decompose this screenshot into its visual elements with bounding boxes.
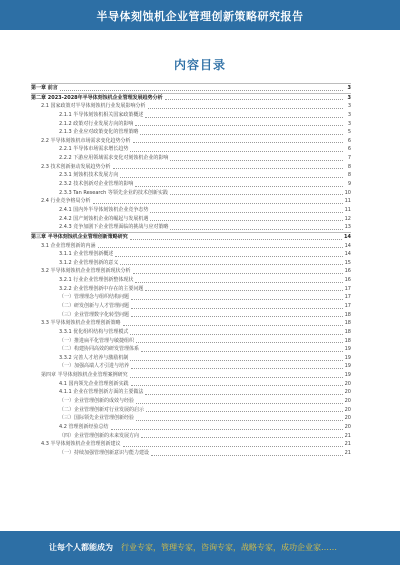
toc-entry-page: 18 <box>344 328 351 335</box>
toc-leader-dots <box>150 212 342 213</box>
toc-entry-page: 14 <box>344 233 351 240</box>
toc-entry-page: 19 <box>344 363 351 370</box>
toc-leader-dots <box>123 325 343 326</box>
toc-leader-dots <box>60 90 343 91</box>
toc-entry-page: 20 <box>344 389 351 396</box>
toc-leader-dots <box>170 229 342 230</box>
toc-entry-title: 2.1 国家政策对半导体刻蚀机行业发展影响分析 <box>41 103 146 110</box>
toc-entry-title: 4.2 管理创新经验总结 <box>59 423 109 430</box>
toc-entry[interactable] <box>31 180 351 189</box>
toc-entry-title: 3.3.2 完善人才培养与激励机制 <box>59 354 129 361</box>
toc-entry[interactable] <box>31 302 351 311</box>
toc-leader-dots <box>120 264 342 265</box>
toc-leader-dots <box>135 186 343 187</box>
toc-entry-page: 17 <box>344 303 351 309</box>
toc-entry-title: 2.4.1 国内外半导体刻蚀机企业竞争态势 <box>59 206 149 213</box>
toc-entry-title: 2.3.1 刻蚀机技术发展方向 <box>59 172 119 179</box>
toc-entry-page: 14 <box>344 251 351 258</box>
toc-entry-title: （一）推进扁平化管理与敏捷组织 <box>59 337 135 344</box>
toc-entry-page: 21 <box>344 432 351 439</box>
toc-entry-page: 17 <box>344 294 351 301</box>
toc-leader-dots <box>136 420 343 421</box>
toc-entry-title: 2.4.3 竞争加剧下企业管理面临的挑战与应对策略 <box>59 224 169 231</box>
toc-entry[interactable] <box>31 311 351 320</box>
toc-leader-dots <box>131 299 343 300</box>
toc-entry-title: （二）构建协同高效的研发管理体系 <box>59 346 140 353</box>
toc-leader-dots <box>136 403 343 404</box>
toc-entry[interactable] <box>31 388 351 397</box>
toc-entry[interactable] <box>31 102 351 111</box>
toc-entry-title: （三）企业管理数字化转型问题 <box>59 311 130 318</box>
toc-entry-page: 7 <box>347 155 351 162</box>
toc-leader-dots <box>113 168 343 169</box>
toc-entry[interactable] <box>31 259 351 268</box>
toc-entry-title: 2.1.1 半导体刻蚀机相关国家政策概述 <box>59 111 144 118</box>
toc-entry[interactable] <box>31 197 351 206</box>
toc-entry[interactable] <box>31 242 351 251</box>
toc-entry-title: （一）加强高端人才引进与培养 <box>59 363 130 370</box>
toc-leader-dots <box>130 239 342 240</box>
toc-leader-dots <box>131 308 343 309</box>
toc-entry-title: 2.1.3 企业应对政策变化的管理策略 <box>59 129 139 136</box>
toc-entry[interactable] <box>31 440 351 449</box>
toc-leader-dots <box>136 342 343 343</box>
toc-entry-title: （三）国际领先企业管理创新经验 <box>59 415 135 422</box>
toc-leader-dots <box>150 220 342 221</box>
toc-entry-title: （一）持续加强管理创新意识与能力建设 <box>59 449 150 456</box>
toc-entry-page: 9 <box>347 181 351 188</box>
toc-entry-page: 13 <box>344 224 351 231</box>
toc-leader-dots <box>146 411 343 412</box>
toc-leader-dots <box>131 385 343 386</box>
toc-leader-dots <box>141 351 343 352</box>
toc-entry[interactable] <box>31 93 351 103</box>
toc-entry[interactable] <box>31 354 351 363</box>
toc-entry[interactable] <box>31 414 351 423</box>
toc-entry-page: 18 <box>344 337 351 344</box>
toc-entry-page: 19 <box>344 354 351 361</box>
report-title: 半导体刻蚀机企业管理创新策略研究报告 <box>96 10 304 23</box>
toc-entry-page: 17 <box>344 285 351 292</box>
toc-entry[interactable] <box>31 432 351 441</box>
toc-entry-title: 2.1.2 政策对行业发展方向的影响 <box>59 120 134 127</box>
toc-entry-title: 2.3 技术创新驱动发展趋势分析 <box>41 163 111 170</box>
toc-entry-title: 2.2 半导体刻蚀机市场需求变化趋势分析 <box>41 137 131 144</box>
toc-leader-dots <box>135 125 343 126</box>
toc-entry[interactable] <box>31 276 351 285</box>
toc-entry-title: 第四章 半导体刻蚀机企业管理案例研究 <box>41 372 128 379</box>
toc-entry-page: 16 <box>344 268 351 275</box>
toc-entry-page: 11 <box>344 198 351 205</box>
toc-leader-dots <box>148 108 343 109</box>
toc-entry-page: 15 <box>344 259 351 266</box>
toc-leader-dots <box>131 368 343 369</box>
toc-entry-title: 3.2.2 企业管理创新中存在的主要问题 <box>59 285 144 292</box>
toc-entry-page: 8 <box>347 172 351 179</box>
toc-entry-title: 3.3 半导体刻蚀机企业管理创新策略 <box>41 320 121 327</box>
toc-entry[interactable] <box>31 328 351 337</box>
toc-leader-dots <box>130 334 342 335</box>
toc-entry[interactable] <box>31 449 351 458</box>
toc-leader-dots <box>165 99 343 100</box>
toc-leader-dots <box>140 134 343 135</box>
toc-leader-dots <box>130 151 343 152</box>
toc-entry-page: 3 <box>347 111 351 118</box>
toc-entry[interactable] <box>31 363 351 372</box>
toc-entry-title: 2.2.2 下游应用领域需求变化对刻蚀机企业的影响 <box>59 155 169 162</box>
toc-entry-title: 4.1 国内领先企业管理创新实践 <box>59 380 129 387</box>
toc-entry[interactable] <box>31 293 351 302</box>
toc-entry-page: 8 <box>347 163 351 170</box>
toc-entry-title: 4.3 半导体刻蚀机企业管理创新建议 <box>41 441 121 448</box>
toc-leader-dots <box>111 429 343 430</box>
toc-entry-title: （二）企业管理创新对行业发展的启示 <box>59 406 145 413</box>
toc-entry[interactable] <box>31 371 351 380</box>
toc-entry-page: 3 <box>347 120 351 127</box>
toc-leader-dots <box>170 194 343 195</box>
footer-slogan-right: 行业专家，管理专家，咨询专家，战略专家，成功企业家…… <box>121 543 337 552</box>
toc-entry[interactable] <box>31 189 351 198</box>
toc-entry-title: 3.1.2 企业管理创新的意义 <box>59 259 119 266</box>
toc-entry-page: 3 <box>347 94 351 101</box>
toc-entry[interactable] <box>31 250 351 259</box>
toc-entry[interactable] <box>31 171 351 180</box>
toc-leader-dots <box>130 377 343 378</box>
toc-leader-dots <box>115 256 342 257</box>
toc-entry-page: 18 <box>344 320 351 327</box>
toc-entry-page: 3 <box>347 84 351 91</box>
toc-entry-page: 21 <box>344 441 351 448</box>
toc-leader-dots <box>133 142 343 143</box>
toc-entry-title: 第一章 前言 <box>31 84 58 91</box>
toc-entry[interactable] <box>31 137 351 146</box>
toc-entry-page: 3 <box>347 103 351 110</box>
toc-entry-title: 3.3.1 优化组织结构与管理模式 <box>59 328 129 335</box>
toc-entry-title: （一）管理理念与组织结构问题 <box>59 294 130 301</box>
toc-entry-page: 20 <box>344 406 351 413</box>
toc-entry[interactable] <box>31 397 351 406</box>
toc-entry-page: 19 <box>344 372 351 379</box>
toc-entry[interactable] <box>31 111 351 120</box>
toc-leader-dots <box>130 360 342 361</box>
toc-entry-page: 20 <box>344 380 351 387</box>
toc-leader-dots <box>170 160 343 161</box>
toc-leader-dots <box>131 316 343 317</box>
toc-heading: 内容目录 <box>173 58 226 72</box>
toc-entry-page: 12 <box>344 215 351 222</box>
toc-entry[interactable] <box>31 380 351 389</box>
toc-entry-title: 4.1.1 企业在管理创新方面的主要做法 <box>59 389 144 396</box>
toc-entry-title: 3.1.1 企业管理创新概述 <box>59 251 114 258</box>
toc-entry-title: 2.2.1 半导体市场需求增长趋势 <box>59 146 129 153</box>
toc-entry[interactable] <box>31 120 351 129</box>
toc-leader-dots <box>98 247 343 248</box>
toc-leader-dots <box>120 177 343 178</box>
toc-entry-title: （二）研发创新与人才管理问题 <box>59 303 130 309</box>
toc-entry-page: 18 <box>344 311 351 318</box>
toc-entry-title: 2.4 行业竞争格局分析 <box>41 198 91 205</box>
toc-entry[interactable] <box>31 154 351 163</box>
toc-entry-title: 3.2 半导体刻蚀机企业管理创新现状分析 <box>41 268 131 275</box>
toc-entry-page: 6 <box>347 137 351 144</box>
toc-entry-title: 第二章 2023-2028年半导体刻蚀机企业管理发展趋势分析 <box>31 94 163 101</box>
toc-entry[interactable] <box>31 206 351 215</box>
footer-slogan <box>49 542 379 553</box>
toc-leader-dots <box>145 394 342 395</box>
toc-entry[interactable] <box>31 345 351 354</box>
toc-entry-page: 20 <box>344 423 351 430</box>
toc-entry-page: 14 <box>344 242 351 249</box>
toc-entry-title: 2.3.3 Tan Research 等领先企业的技术创新实践 <box>59 189 168 196</box>
toc-entry-title: 3.2.1 行业企业管理创新整体现状 <box>59 277 134 284</box>
toc-leader-dots <box>135 282 342 283</box>
toc-entry[interactable] <box>31 128 351 137</box>
toc-leader-dots <box>151 455 343 456</box>
toc-entry[interactable] <box>31 145 351 154</box>
toc-entry-page: 16 <box>344 277 351 284</box>
toc-entry-page: 11 <box>344 206 351 213</box>
toc-entry-title: 第三章 半导体刻蚀机企业管理创新策略研究 <box>31 233 128 240</box>
toc-entry-title: 3.1 企业管理创新的内涵 <box>41 242 96 249</box>
toc-entry[interactable] <box>31 423 351 432</box>
toc-entry[interactable] <box>31 232 351 242</box>
toc-entry-title: （一）企业管理创新的成效与经验 <box>59 398 135 405</box>
toc-entry[interactable] <box>31 267 351 276</box>
toc-entry[interactable] <box>31 319 351 328</box>
toc-entry[interactable] <box>31 163 351 172</box>
toc-entry-page: 20 <box>344 398 351 405</box>
toc-leader-dots <box>145 290 342 291</box>
toc-entry-page: 20 <box>344 415 351 422</box>
toc-entry-page: 5 <box>347 129 351 136</box>
toc-entry[interactable] <box>31 406 351 415</box>
toc-entry-page: 10 <box>344 189 351 196</box>
toc-entry-page: 6 <box>347 146 351 153</box>
toc-entry-title: 2.4.2 国产刻蚀机企业的崛起与发展机遇 <box>59 215 149 222</box>
toc-entry-title: （四）企业管理创新的未来发展方向 <box>59 432 140 439</box>
toc-leader-dots <box>145 117 343 118</box>
toc-leader-dots <box>133 273 343 274</box>
toc-leader-dots <box>93 203 343 204</box>
toc-leader-dots <box>141 437 343 438</box>
table-of-contents <box>31 83 351 458</box>
toc-entry-page: 19 <box>344 346 351 353</box>
toc-entry[interactable] <box>31 337 351 346</box>
toc-entry[interactable] <box>31 215 351 224</box>
footer-slogan-left: 让每个人都能成为 <box>49 543 113 552</box>
toc-leader-dots <box>123 446 343 447</box>
toc-entry[interactable] <box>31 83 351 93</box>
toc-entry-title: 2.3.2 技术创新对企业管理的影响 <box>59 181 134 188</box>
toc-entry[interactable] <box>31 223 351 232</box>
toc-entry-page: 21 <box>344 449 351 456</box>
toc-entry[interactable] <box>31 285 351 294</box>
